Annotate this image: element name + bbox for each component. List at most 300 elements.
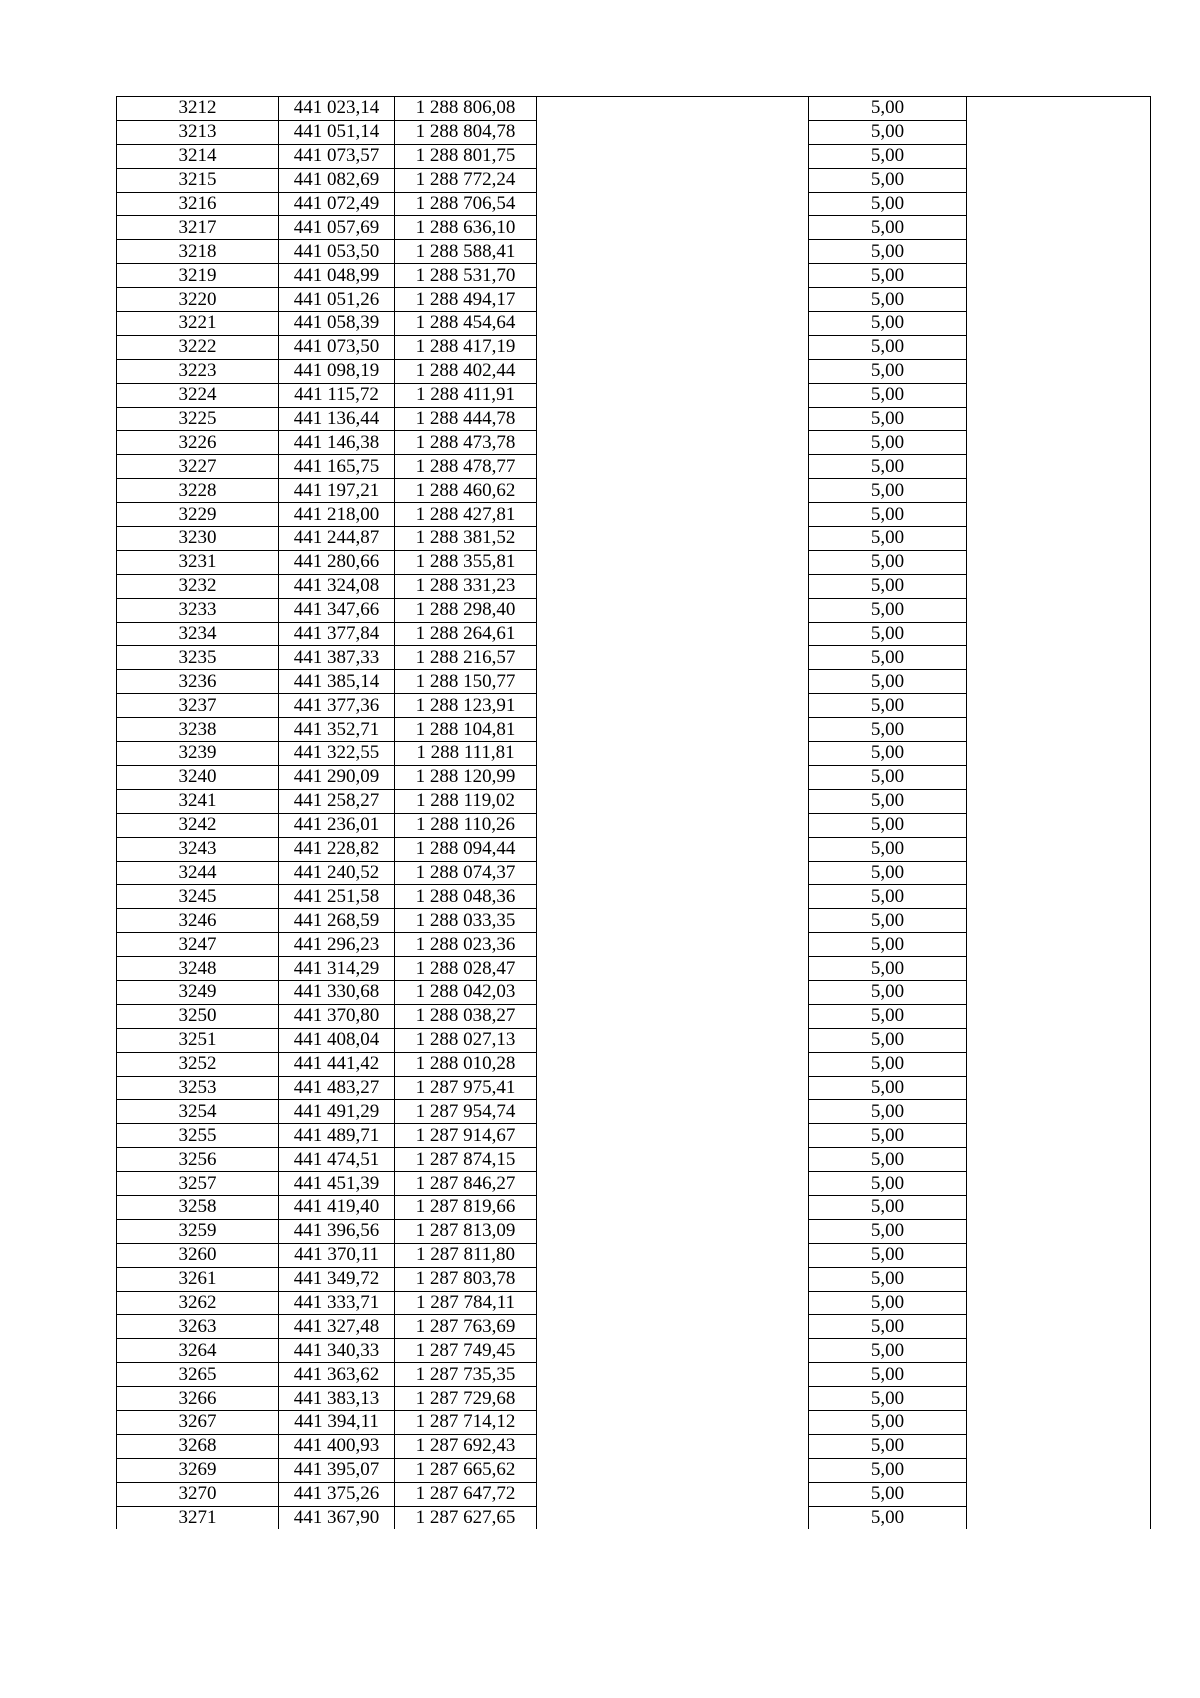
- value-cell: 5,00: [809, 1172, 967, 1196]
- value-cell: 5,00: [809, 288, 967, 312]
- y-coordinate-cell: 1 288 381,52: [395, 527, 537, 551]
- description-cell: [537, 1076, 809, 1100]
- note-cell: [967, 335, 1151, 359]
- description-cell: [537, 359, 809, 383]
- note-cell: [967, 192, 1151, 216]
- value-cell: 5,00: [809, 742, 967, 766]
- value-cell: 5,00: [809, 789, 967, 813]
- point-number-cell: 3219: [117, 264, 279, 288]
- note-cell: [967, 789, 1151, 813]
- table-row: [117, 813, 1151, 837]
- description-cell: [537, 789, 809, 813]
- x-coordinate-cell: 441 228,82: [279, 837, 395, 861]
- y-coordinate-cell: 1 288 402,44: [395, 359, 537, 383]
- y-coordinate-cell: 1 288 531,70: [395, 264, 537, 288]
- x-coordinate-cell: 441 395,07: [279, 1458, 395, 1482]
- point-number-cell: 3239: [117, 742, 279, 766]
- description-cell: [537, 383, 809, 407]
- x-coordinate-cell: 441 400,93: [279, 1434, 395, 1458]
- note-cell: [967, 1172, 1151, 1196]
- y-coordinate-cell: 1 288 033,35: [395, 909, 537, 933]
- description-cell: [537, 407, 809, 431]
- y-coordinate-cell: 1 288 120,99: [395, 765, 537, 789]
- x-coordinate-cell: 441 268,59: [279, 909, 395, 933]
- note-cell: [967, 1434, 1151, 1458]
- point-number-cell: 3261: [117, 1267, 279, 1291]
- point-number-cell: 3236: [117, 670, 279, 694]
- value-cell: 5,00: [809, 97, 967, 121]
- value-cell: 5,00: [809, 335, 967, 359]
- description-cell: [537, 192, 809, 216]
- description-cell: [537, 1267, 809, 1291]
- note-cell: [967, 1387, 1151, 1411]
- x-coordinate-cell: 441 082,69: [279, 168, 395, 192]
- y-coordinate-cell: 1 288 806,08: [395, 97, 537, 121]
- note-cell: [967, 1028, 1151, 1052]
- value-cell: 5,00: [809, 1195, 967, 1219]
- table-row: [117, 1004, 1151, 1028]
- y-coordinate-cell: 1 287 729,68: [395, 1387, 537, 1411]
- y-coordinate-cell: 1 288 111,81: [395, 742, 537, 766]
- point-number-cell: 3254: [117, 1100, 279, 1124]
- table-row: [117, 312, 1151, 336]
- x-coordinate-cell: 441 340,33: [279, 1339, 395, 1363]
- value-cell: 5,00: [809, 813, 967, 837]
- point-number-cell: 3269: [117, 1458, 279, 1482]
- x-coordinate-cell: 441 048,99: [279, 264, 395, 288]
- point-number-cell: 3250: [117, 1004, 279, 1028]
- x-coordinate-cell: 441 347,66: [279, 598, 395, 622]
- y-coordinate-cell: 1 288 478,77: [395, 455, 537, 479]
- description-cell: [537, 861, 809, 885]
- description-cell: [537, 1363, 809, 1387]
- x-coordinate-cell: 441 280,66: [279, 550, 395, 574]
- value-cell: 5,00: [809, 1339, 967, 1363]
- note-cell: [967, 933, 1151, 957]
- note-cell: [967, 1148, 1151, 1172]
- value-cell: 5,00: [809, 1434, 967, 1458]
- y-coordinate-cell: 1 288 094,44: [395, 837, 537, 861]
- table-row: [117, 240, 1151, 264]
- y-coordinate-cell: 1 288 119,02: [395, 789, 537, 813]
- description-cell: [537, 1410, 809, 1434]
- description-cell: [537, 1291, 809, 1315]
- x-coordinate-cell: 441 451,39: [279, 1172, 395, 1196]
- x-coordinate-cell: 441 377,84: [279, 622, 395, 646]
- point-number-cell: 3228: [117, 479, 279, 503]
- point-number-cell: 3220: [117, 288, 279, 312]
- point-number-cell: 3242: [117, 813, 279, 837]
- description-cell: [537, 1506, 809, 1529]
- description-cell: [537, 479, 809, 503]
- value-cell: 5,00: [809, 980, 967, 1004]
- x-coordinate-cell: 441 251,58: [279, 885, 395, 909]
- description-cell: [537, 335, 809, 359]
- description-cell: [537, 837, 809, 861]
- description-cell: [537, 694, 809, 718]
- value-cell: 5,00: [809, 550, 967, 574]
- description-cell: [537, 168, 809, 192]
- x-coordinate-cell: 441 408,04: [279, 1028, 395, 1052]
- value-cell: 5,00: [809, 694, 967, 718]
- note-cell: [967, 383, 1151, 407]
- table-row: [117, 1052, 1151, 1076]
- description-cell: [537, 1004, 809, 1028]
- x-coordinate-cell: 441 115,72: [279, 383, 395, 407]
- value-cell: 5,00: [809, 1052, 967, 1076]
- value-cell: 5,00: [809, 527, 967, 551]
- table-row: [117, 1076, 1151, 1100]
- y-coordinate-cell: 1 287 954,74: [395, 1100, 537, 1124]
- value-cell: 5,00: [809, 503, 967, 527]
- point-number-cell: 3229: [117, 503, 279, 527]
- y-coordinate-cell: 1 287 749,45: [395, 1339, 537, 1363]
- point-number-cell: 3252: [117, 1052, 279, 1076]
- x-coordinate-cell: 441 375,26: [279, 1482, 395, 1506]
- y-coordinate-cell: 1 288 023,36: [395, 933, 537, 957]
- point-number-cell: 3251: [117, 1028, 279, 1052]
- description-cell: [537, 909, 809, 933]
- table-row: [117, 479, 1151, 503]
- table-row: [117, 1482, 1151, 1506]
- value-cell: 5,00: [809, 1004, 967, 1028]
- description-cell: [537, 718, 809, 742]
- point-number-cell: 3247: [117, 933, 279, 957]
- y-coordinate-cell: 1 288 355,81: [395, 550, 537, 574]
- description-cell: [537, 1172, 809, 1196]
- description-cell: [537, 574, 809, 598]
- value-cell: 5,00: [809, 1506, 967, 1529]
- y-coordinate-cell: 1 287 811,80: [395, 1243, 537, 1267]
- x-coordinate-cell: 441 324,08: [279, 574, 395, 598]
- table-row: [117, 407, 1151, 431]
- description-cell: [537, 1458, 809, 1482]
- point-number-cell: 3258: [117, 1195, 279, 1219]
- y-coordinate-cell: 1 288 460,62: [395, 479, 537, 503]
- point-number-cell: 3256: [117, 1148, 279, 1172]
- x-coordinate-cell: 441 491,29: [279, 1100, 395, 1124]
- x-coordinate-cell: 441 349,72: [279, 1267, 395, 1291]
- point-number-cell: 3222: [117, 335, 279, 359]
- table-row: [117, 431, 1151, 455]
- y-coordinate-cell: 1 287 647,72: [395, 1482, 537, 1506]
- table-row: [117, 1434, 1151, 1458]
- note-cell: [967, 885, 1151, 909]
- point-number-cell: 3231: [117, 550, 279, 574]
- x-coordinate-cell: 441 058,39: [279, 312, 395, 336]
- y-coordinate-cell: 1 288 264,61: [395, 622, 537, 646]
- value-cell: 5,00: [809, 933, 967, 957]
- description-cell: [537, 1148, 809, 1172]
- description-cell: [537, 288, 809, 312]
- description-cell: [537, 1052, 809, 1076]
- note-cell: [967, 1124, 1151, 1148]
- note-cell: [967, 813, 1151, 837]
- x-coordinate-cell: 441 023,14: [279, 97, 395, 121]
- description-cell: [537, 957, 809, 981]
- description-cell: [537, 1100, 809, 1124]
- table-row: [117, 359, 1151, 383]
- note-cell: [967, 264, 1151, 288]
- x-coordinate-cell: 441 146,38: [279, 431, 395, 455]
- note-cell: [967, 455, 1151, 479]
- table-row: [117, 574, 1151, 598]
- x-coordinate-cell: 441 377,36: [279, 694, 395, 718]
- x-coordinate-cell: 441 383,13: [279, 1387, 395, 1411]
- point-number-cell: 3271: [117, 1506, 279, 1529]
- value-cell: 5,00: [809, 1076, 967, 1100]
- note-cell: [967, 1243, 1151, 1267]
- value-cell: 5,00: [809, 885, 967, 909]
- note-cell: [967, 288, 1151, 312]
- value-cell: 5,00: [809, 765, 967, 789]
- note-cell: [967, 909, 1151, 933]
- table-row: [117, 527, 1151, 551]
- point-number-cell: 3212: [117, 97, 279, 121]
- note-cell: [967, 980, 1151, 1004]
- x-coordinate-cell: 441 072,49: [279, 192, 395, 216]
- table-row: [117, 718, 1151, 742]
- value-cell: 5,00: [809, 1410, 967, 1434]
- point-number-cell: 3227: [117, 455, 279, 479]
- y-coordinate-cell: 1 288 010,28: [395, 1052, 537, 1076]
- y-coordinate-cell: 1 288 636,10: [395, 216, 537, 240]
- x-coordinate-cell: 441 236,01: [279, 813, 395, 837]
- note-cell: [967, 598, 1151, 622]
- y-coordinate-cell: 1 287 846,27: [395, 1172, 537, 1196]
- y-coordinate-cell: 1 288 801,75: [395, 144, 537, 168]
- x-coordinate-cell: 441 385,14: [279, 670, 395, 694]
- value-cell: 5,00: [809, 479, 967, 503]
- value-cell: 5,00: [809, 622, 967, 646]
- y-coordinate-cell: 1 288 427,81: [395, 503, 537, 527]
- description-cell: [537, 431, 809, 455]
- value-cell: 5,00: [809, 359, 967, 383]
- x-coordinate-cell: 441 370,80: [279, 1004, 395, 1028]
- note-cell: [967, 1363, 1151, 1387]
- value-cell: 5,00: [809, 1458, 967, 1482]
- description-cell: [537, 670, 809, 694]
- description-cell: [537, 765, 809, 789]
- note-cell: [967, 1291, 1151, 1315]
- y-coordinate-cell: 1 287 819,66: [395, 1195, 537, 1219]
- point-number-cell: 3263: [117, 1315, 279, 1339]
- y-coordinate-cell: 1 288 706,54: [395, 192, 537, 216]
- point-number-cell: 3234: [117, 622, 279, 646]
- point-number-cell: 3262: [117, 1291, 279, 1315]
- note-cell: [967, 1339, 1151, 1363]
- point-number-cell: 3216: [117, 192, 279, 216]
- x-coordinate-cell: 441 073,50: [279, 335, 395, 359]
- x-coordinate-cell: 441 333,71: [279, 1291, 395, 1315]
- value-cell: 5,00: [809, 120, 967, 144]
- x-coordinate-cell: 441 474,51: [279, 1148, 395, 1172]
- table-row: [117, 646, 1151, 670]
- table-row: [117, 97, 1151, 121]
- point-number-cell: 3244: [117, 861, 279, 885]
- y-coordinate-cell: 1 288 123,91: [395, 694, 537, 718]
- table-row: [117, 192, 1151, 216]
- description-cell: [537, 144, 809, 168]
- x-coordinate-cell: 441 051,26: [279, 288, 395, 312]
- note-cell: [967, 1076, 1151, 1100]
- description-cell: [537, 1243, 809, 1267]
- table-row: [117, 1219, 1151, 1243]
- table-row: [117, 550, 1151, 574]
- note-cell: [967, 1004, 1151, 1028]
- note-cell: [967, 574, 1151, 598]
- y-coordinate-cell: 1 288 110,26: [395, 813, 537, 837]
- point-number-cell: 3255: [117, 1124, 279, 1148]
- y-coordinate-cell: 1 287 627,65: [395, 1506, 537, 1529]
- table-row: [117, 1410, 1151, 1434]
- y-coordinate-cell: 1 288 331,23: [395, 574, 537, 598]
- x-coordinate-cell: 441 051,14: [279, 120, 395, 144]
- value-cell: 5,00: [809, 144, 967, 168]
- y-coordinate-cell: 1 288 298,40: [395, 598, 537, 622]
- description-cell: [537, 264, 809, 288]
- value-cell: 5,00: [809, 312, 967, 336]
- point-number-cell: 3214: [117, 144, 279, 168]
- table-row: [117, 1267, 1151, 1291]
- y-coordinate-cell: 1 288 150,77: [395, 670, 537, 694]
- description-cell: [537, 1315, 809, 1339]
- description-cell: [537, 216, 809, 240]
- x-coordinate-cell: 441 218,00: [279, 503, 395, 527]
- table-row: [117, 742, 1151, 766]
- y-coordinate-cell: 1 288 772,24: [395, 168, 537, 192]
- y-coordinate-cell: 1 288 028,47: [395, 957, 537, 981]
- point-number-cell: 3237: [117, 694, 279, 718]
- point-number-cell: 3213: [117, 120, 279, 144]
- point-number-cell: 3238: [117, 718, 279, 742]
- table-row: [117, 1363, 1151, 1387]
- description-cell: [537, 550, 809, 574]
- note-cell: [967, 144, 1151, 168]
- note-cell: [967, 120, 1151, 144]
- note-cell: [967, 527, 1151, 551]
- table-row: [117, 837, 1151, 861]
- note-cell: [967, 1315, 1151, 1339]
- description-cell: [537, 933, 809, 957]
- note-cell: [967, 765, 1151, 789]
- point-number-cell: 3270: [117, 1482, 279, 1506]
- value-cell: 5,00: [809, 383, 967, 407]
- description-cell: [537, 980, 809, 1004]
- value-cell: 5,00: [809, 431, 967, 455]
- y-coordinate-cell: 1 288 454,64: [395, 312, 537, 336]
- value-cell: 5,00: [809, 646, 967, 670]
- y-coordinate-cell: 1 288 104,81: [395, 718, 537, 742]
- value-cell: 5,00: [809, 1243, 967, 1267]
- value-cell: 5,00: [809, 240, 967, 264]
- x-coordinate-cell: 441 419,40: [279, 1195, 395, 1219]
- note-cell: [967, 622, 1151, 646]
- description-cell: [537, 1339, 809, 1363]
- point-number-cell: 3215: [117, 168, 279, 192]
- y-coordinate-cell: 1 288 494,17: [395, 288, 537, 312]
- table-row: [117, 1506, 1151, 1529]
- coordinate-table: [116, 96, 1151, 1529]
- y-coordinate-cell: 1 288 411,91: [395, 383, 537, 407]
- point-number-cell: 3265: [117, 1363, 279, 1387]
- y-coordinate-cell: 1 287 914,67: [395, 1124, 537, 1148]
- value-cell: 5,00: [809, 216, 967, 240]
- y-coordinate-cell: 1 288 038,27: [395, 1004, 537, 1028]
- x-coordinate-cell: 441 057,69: [279, 216, 395, 240]
- description-cell: [537, 120, 809, 144]
- value-cell: 5,00: [809, 1267, 967, 1291]
- note-cell: [967, 97, 1151, 121]
- note-cell: [967, 431, 1151, 455]
- table-row: [117, 1195, 1151, 1219]
- table-row: [117, 1291, 1151, 1315]
- y-coordinate-cell: 1 288 074,37: [395, 861, 537, 885]
- value-cell: 5,00: [809, 407, 967, 431]
- y-coordinate-cell: 1 288 804,78: [395, 120, 537, 144]
- value-cell: 5,00: [809, 1482, 967, 1506]
- x-coordinate-cell: 441 352,71: [279, 718, 395, 742]
- table-row: [117, 1339, 1151, 1363]
- table-row: [117, 957, 1151, 981]
- note-cell: [967, 1506, 1151, 1529]
- note-cell: [967, 240, 1151, 264]
- point-number-cell: 3246: [117, 909, 279, 933]
- note-cell: [967, 1195, 1151, 1219]
- table-row: [117, 455, 1151, 479]
- point-number-cell: 3268: [117, 1434, 279, 1458]
- x-coordinate-cell: 441 244,87: [279, 527, 395, 551]
- y-coordinate-cell: 1 287 665,62: [395, 1458, 537, 1482]
- note-cell: [967, 694, 1151, 718]
- y-coordinate-cell: 1 288 444,78: [395, 407, 537, 431]
- point-number-cell: 3225: [117, 407, 279, 431]
- value-cell: 5,00: [809, 861, 967, 885]
- table-row: [117, 1100, 1151, 1124]
- note-cell: [967, 1052, 1151, 1076]
- point-number-cell: 3257: [117, 1172, 279, 1196]
- point-number-cell: 3264: [117, 1339, 279, 1363]
- point-number-cell: 3241: [117, 789, 279, 813]
- x-coordinate-cell: 441 322,55: [279, 742, 395, 766]
- point-number-cell: 3260: [117, 1243, 279, 1267]
- point-number-cell: 3235: [117, 646, 279, 670]
- table-row: [117, 909, 1151, 933]
- note-cell: [967, 312, 1151, 336]
- table-row: [117, 598, 1151, 622]
- note-cell: [967, 1410, 1151, 1434]
- description-cell: [537, 885, 809, 909]
- y-coordinate-cell: 1 287 714,12: [395, 1410, 537, 1434]
- point-number-cell: 3266: [117, 1387, 279, 1411]
- note-cell: [967, 861, 1151, 885]
- x-coordinate-cell: 441 396,56: [279, 1219, 395, 1243]
- description-cell: [537, 813, 809, 837]
- y-coordinate-cell: 1 288 042,03: [395, 980, 537, 1004]
- value-cell: 5,00: [809, 837, 967, 861]
- point-number-cell: 3223: [117, 359, 279, 383]
- description-cell: [537, 455, 809, 479]
- table-row: [117, 765, 1151, 789]
- point-number-cell: 3233: [117, 598, 279, 622]
- description-cell: [537, 97, 809, 121]
- point-number-cell: 3240: [117, 765, 279, 789]
- coordinate-table-body: [117, 97, 1151, 1530]
- table-row: [117, 335, 1151, 359]
- value-cell: 5,00: [809, 455, 967, 479]
- y-coordinate-cell: 1 288 473,78: [395, 431, 537, 455]
- note-cell: [967, 646, 1151, 670]
